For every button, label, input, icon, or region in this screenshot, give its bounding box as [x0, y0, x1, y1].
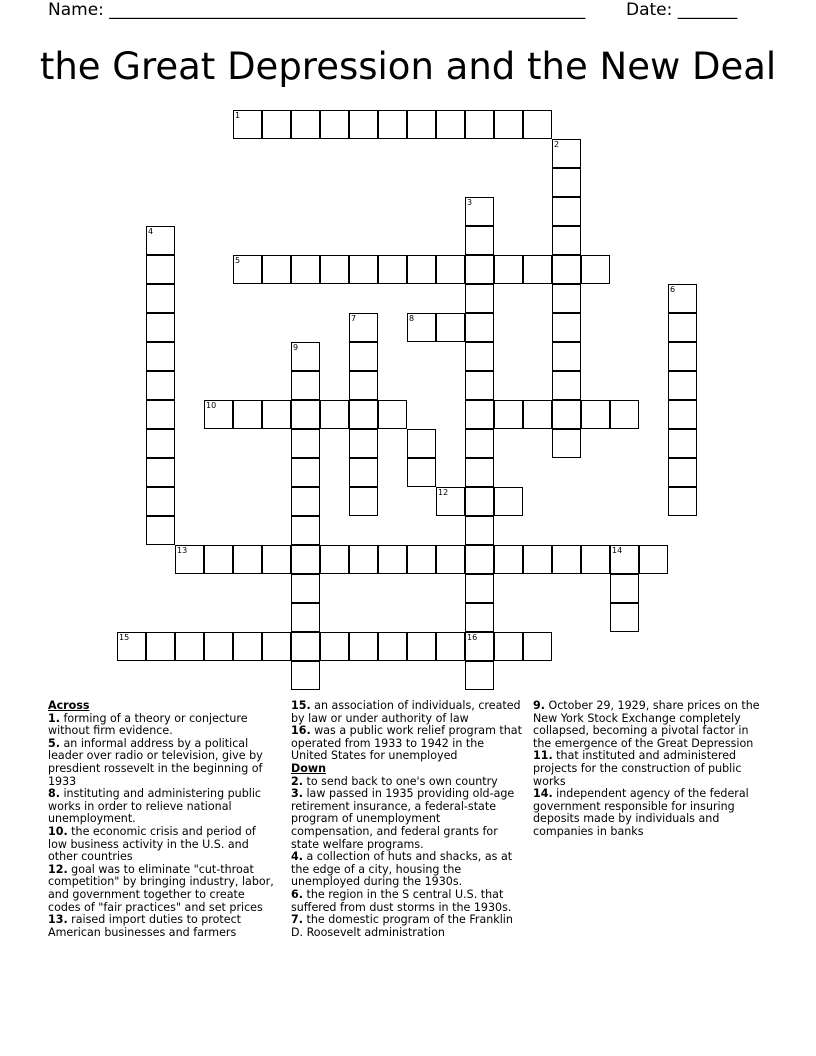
grid-cell[interactable]: [668, 284, 697, 313]
grid-cell[interactable]: [407, 632, 436, 661]
grid-cell[interactable]: [204, 400, 233, 429]
grid-cell[interactable]: [407, 255, 436, 284]
date-label[interactable]: Date: _______: [626, 0, 738, 20]
grid-cell[interactable]: [407, 110, 436, 139]
grid-cell[interactable]: [349, 313, 378, 342]
grid-cell[interactable]: [610, 574, 639, 603]
grid-cell[interactable]: [291, 255, 320, 284]
grid-cell[interactable]: [233, 110, 262, 139]
grid-cell[interactable]: [436, 487, 465, 516]
down-clue-9: 9. October 29, 1929, share prices on the New York Stock Exchange completely collapsed, becoming a pivotal factor in the emergence of the Great Depression: [533, 699, 760, 750]
clue-number: 12: [438, 488, 449, 497]
grid-cell[interactable]: [175, 545, 204, 574]
grid-cell[interactable]: [320, 255, 349, 284]
across-clue-12: 12. goal was to eliminate "cut-throat competition" by bringing industry, labor, and government together to create codes of "fair practices" and set prices: [48, 862, 274, 914]
clue-number: 9: [293, 343, 299, 352]
grid-cell[interactable]: [291, 110, 320, 139]
grid-cell[interactable]: [291, 487, 320, 516]
grid-cell[interactable]: [581, 400, 610, 429]
grid-cell[interactable]: [465, 110, 494, 139]
grid-cell[interactable]: [523, 110, 552, 139]
grid-cell[interactable]: [146, 516, 175, 545]
grid-cell[interactable]: [494, 632, 523, 661]
grid-cell[interactable]: [291, 342, 320, 371]
grid-cell[interactable]: [436, 313, 465, 342]
grid-cell[interactable]: [117, 632, 146, 661]
grid-cell[interactable]: [668, 458, 697, 487]
grid-cell[interactable]: [146, 429, 175, 458]
down-clue-3: 3. law passed in 1935 providing old-age retirement insurance, a federal-state program of unemployment compensation, and federal grants for state welfare programs.: [291, 787, 515, 851]
grid-cell[interactable]: [465, 516, 494, 545]
grid-cell[interactable]: [494, 487, 523, 516]
clue-number: 4: [148, 227, 154, 236]
down-clue-14: 14. independent agency of the federal government responsible for insuring deposits made by individuals and companies in banks: [533, 787, 749, 838]
grid-cell[interactable]: [349, 110, 378, 139]
across-clue-16: 16. was a public work relief program that operated from 1933 to 1942 in the United States for unemployed: [291, 724, 522, 763]
across-clue-8: 8. instituting and administering public works in order to relieve national unemployment.: [48, 787, 262, 826]
grid-cell[interactable]: [320, 400, 349, 429]
grid-cell[interactable]: [349, 545, 378, 574]
grid-cell[interactable]: [378, 632, 407, 661]
grid-cell[interactable]: [436, 632, 465, 661]
down-clue-7: 7. the domestic program of the Franklin D. Roosevelt administration: [291, 913, 513, 939]
grid-cell[interactable]: [552, 197, 581, 226]
clue-number: 15: [119, 633, 130, 642]
grid-cell[interactable]: [291, 400, 320, 429]
grid-cell[interactable]: [291, 661, 320, 690]
down-clue-11: 11. that instituted and administered projects for the construction of public works: [533, 749, 742, 788]
down-clue-2: 2. to send back to one's own country: [291, 774, 498, 788]
clue-column-3: [533, 700, 769, 839]
grid-cell[interactable]: [262, 255, 291, 284]
clue-number: 8: [409, 314, 415, 323]
grid-cell[interactable]: [465, 197, 494, 226]
grid-cell[interactable]: [465, 255, 494, 284]
clue-number: 7: [351, 314, 357, 323]
clue-number: 5: [235, 256, 241, 265]
grid-cell[interactable]: [146, 400, 175, 429]
clue-number: 14: [612, 546, 623, 555]
down-clue-6: 6. the region in the S central U.S. that suffered from dust storms in the 1930s.: [291, 887, 512, 914]
grid-cell[interactable]: [146, 255, 175, 284]
grid-cell[interactable]: [291, 516, 320, 545]
grid-cell[interactable]: [349, 342, 378, 371]
grid-cell[interactable]: [146, 284, 175, 313]
down-clue-4: 4. a collection of huts and shacks, as at the edge of a city, housing the unemployed during the 1930s.: [291, 850, 513, 889]
grid-cell[interactable]: [262, 400, 291, 429]
grid-cell[interactable]: [349, 487, 378, 516]
grid-cell[interactable]: [552, 342, 581, 371]
grid-cell[interactable]: [291, 545, 320, 574]
grid-cell[interactable]: [349, 429, 378, 458]
clue-number: 16: [467, 633, 478, 642]
grid-cell[interactable]: [523, 632, 552, 661]
grid-cell[interactable]: [465, 661, 494, 690]
clue-number: 13: [177, 546, 188, 555]
grid-cell[interactable]: [291, 429, 320, 458]
grid-cell[interactable]: [465, 313, 494, 342]
grid-cell[interactable]: [378, 545, 407, 574]
grid-cell[interactable]: [146, 632, 175, 661]
grid-cell[interactable]: [233, 255, 262, 284]
grid-cell[interactable]: [552, 255, 581, 284]
grid-cell[interactable]: [494, 110, 523, 139]
grid-cell[interactable]: [146, 371, 175, 400]
grid-cell[interactable]: [291, 632, 320, 661]
grid-cell[interactable]: [320, 545, 349, 574]
across-clue-1: 1. forming of a theory or conjecture without firm evidence.: [48, 711, 248, 738]
grid-cell[interactable]: [349, 255, 378, 284]
grid-cell[interactable]: [552, 139, 581, 168]
grid-cell[interactable]: [146, 458, 175, 487]
grid-cell[interactable]: [291, 574, 320, 603]
grid-cell[interactable]: [552, 284, 581, 313]
grid-cell[interactable]: [465, 400, 494, 429]
grid-cell[interactable]: [668, 429, 697, 458]
grid-cell[interactable]: [233, 545, 262, 574]
grid-cell[interactable]: [291, 371, 320, 400]
grid-cell[interactable]: [668, 400, 697, 429]
down-heading: Down: [291, 761, 326, 775]
grid-cell[interactable]: [320, 632, 349, 661]
grid-cell[interactable]: [204, 632, 233, 661]
grid-cell[interactable]: [407, 458, 436, 487]
clue-number: 1: [235, 111, 241, 120]
grid-cell[interactable]: [494, 545, 523, 574]
grid-cell[interactable]: [610, 545, 639, 574]
grid-cell[interactable]: [552, 168, 581, 197]
grid-cell[interactable]: [465, 342, 494, 371]
clue-number: 3: [467, 198, 473, 207]
page-title: the Great Depression and the New Deal: [39, 45, 777, 88]
grid-cell[interactable]: [552, 429, 581, 458]
across-clue-15: 15. an association of individuals, created by law or under authority of law: [291, 699, 521, 725]
grid-cell[interactable]: [465, 603, 494, 632]
grid-cell[interactable]: [552, 313, 581, 342]
grid-cell[interactable]: [523, 255, 552, 284]
clue-column-2: [291, 700, 523, 939]
grid-cell[interactable]: [175, 632, 204, 661]
grid-cell[interactable]: [262, 545, 291, 574]
grid-cell[interactable]: [146, 313, 175, 342]
grid-cell[interactable]: [639, 545, 668, 574]
grid-cell[interactable]: [581, 255, 610, 284]
grid-cell[interactable]: [262, 110, 291, 139]
grid-cell[interactable]: [320, 110, 349, 139]
grid-cell[interactable]: [262, 632, 291, 661]
grid-cell[interactable]: [436, 255, 465, 284]
grid-cell[interactable]: [523, 545, 552, 574]
grid-cell[interactable]: [146, 226, 175, 255]
grid-cell[interactable]: [494, 400, 523, 429]
grid-cell[interactable]: [146, 342, 175, 371]
grid-cell[interactable]: [349, 458, 378, 487]
grid-cell[interactable]: [465, 429, 494, 458]
name-label: Name: ________________________________________________________: [48, 0, 586, 20]
grid-cell[interactable]: [668, 487, 697, 516]
grid-cell[interactable]: [407, 545, 436, 574]
grid-cell[interactable]: [233, 632, 262, 661]
across-clue-5: 5. an informal address by a political leader over radio or television, give by presdient rossevelt in the beginning of 1933: [48, 736, 263, 788]
across-clue-13: 13. raised import duties to protect American businesses and farmers: [48, 913, 242, 939]
grid-cell[interactable]: [668, 313, 697, 342]
grid-cell[interactable]: [349, 371, 378, 400]
clue-number: 2: [554, 140, 560, 149]
grid-cell[interactable]: [523, 400, 552, 429]
clue-number: 10: [206, 401, 217, 410]
grid-cell[interactable]: [146, 487, 175, 516]
grid-cell[interactable]: [494, 255, 523, 284]
grid-cell[interactable]: [552, 226, 581, 255]
grid-cell[interactable]: [233, 400, 262, 429]
grid-cell[interactable]: [378, 400, 407, 429]
clue-column-1: [48, 700, 276, 939]
grid-cell[interactable]: [465, 632, 494, 661]
grid-cell[interactable]: [465, 487, 494, 516]
grid-cell[interactable]: [552, 400, 581, 429]
grid-cell[interactable]: [291, 603, 320, 632]
grid-cell[interactable]: [291, 458, 320, 487]
grid-cell[interactable]: [465, 545, 494, 574]
grid-cell[interactable]: [378, 255, 407, 284]
grid-cell[interactable]: [407, 429, 436, 458]
grid-cell[interactable]: [349, 632, 378, 661]
across-heading: Across: [48, 699, 90, 712]
grid-cell[interactable]: [436, 545, 465, 574]
grid-cell[interactable]: [465, 458, 494, 487]
grid-cell[interactable]: [204, 545, 233, 574]
grid-cell[interactable]: [349, 400, 378, 429]
grid-cell[interactable]: [552, 545, 581, 574]
across-clue-10: 10. the economic crisis and period of low business activity in the U.S. and other countries: [48, 824, 256, 864]
grid-cell[interactable]: [465, 284, 494, 313]
grid-cell[interactable]: [668, 371, 697, 400]
grid-cell[interactable]: [610, 400, 639, 429]
grid-cell[interactable]: [552, 371, 581, 400]
grid-cell[interactable]: [610, 603, 639, 632]
grid-cell[interactable]: [581, 545, 610, 574]
grid-cell[interactable]: [378, 110, 407, 139]
grid-cell[interactable]: [668, 342, 697, 371]
grid-cell[interactable]: [436, 110, 465, 139]
grid-cell[interactable]: [465, 574, 494, 603]
grid-cell[interactable]: [407, 313, 436, 342]
clue-number: 6: [670, 285, 676, 294]
grid-cell[interactable]: [465, 226, 494, 255]
grid-cell[interactable]: [465, 371, 494, 400]
